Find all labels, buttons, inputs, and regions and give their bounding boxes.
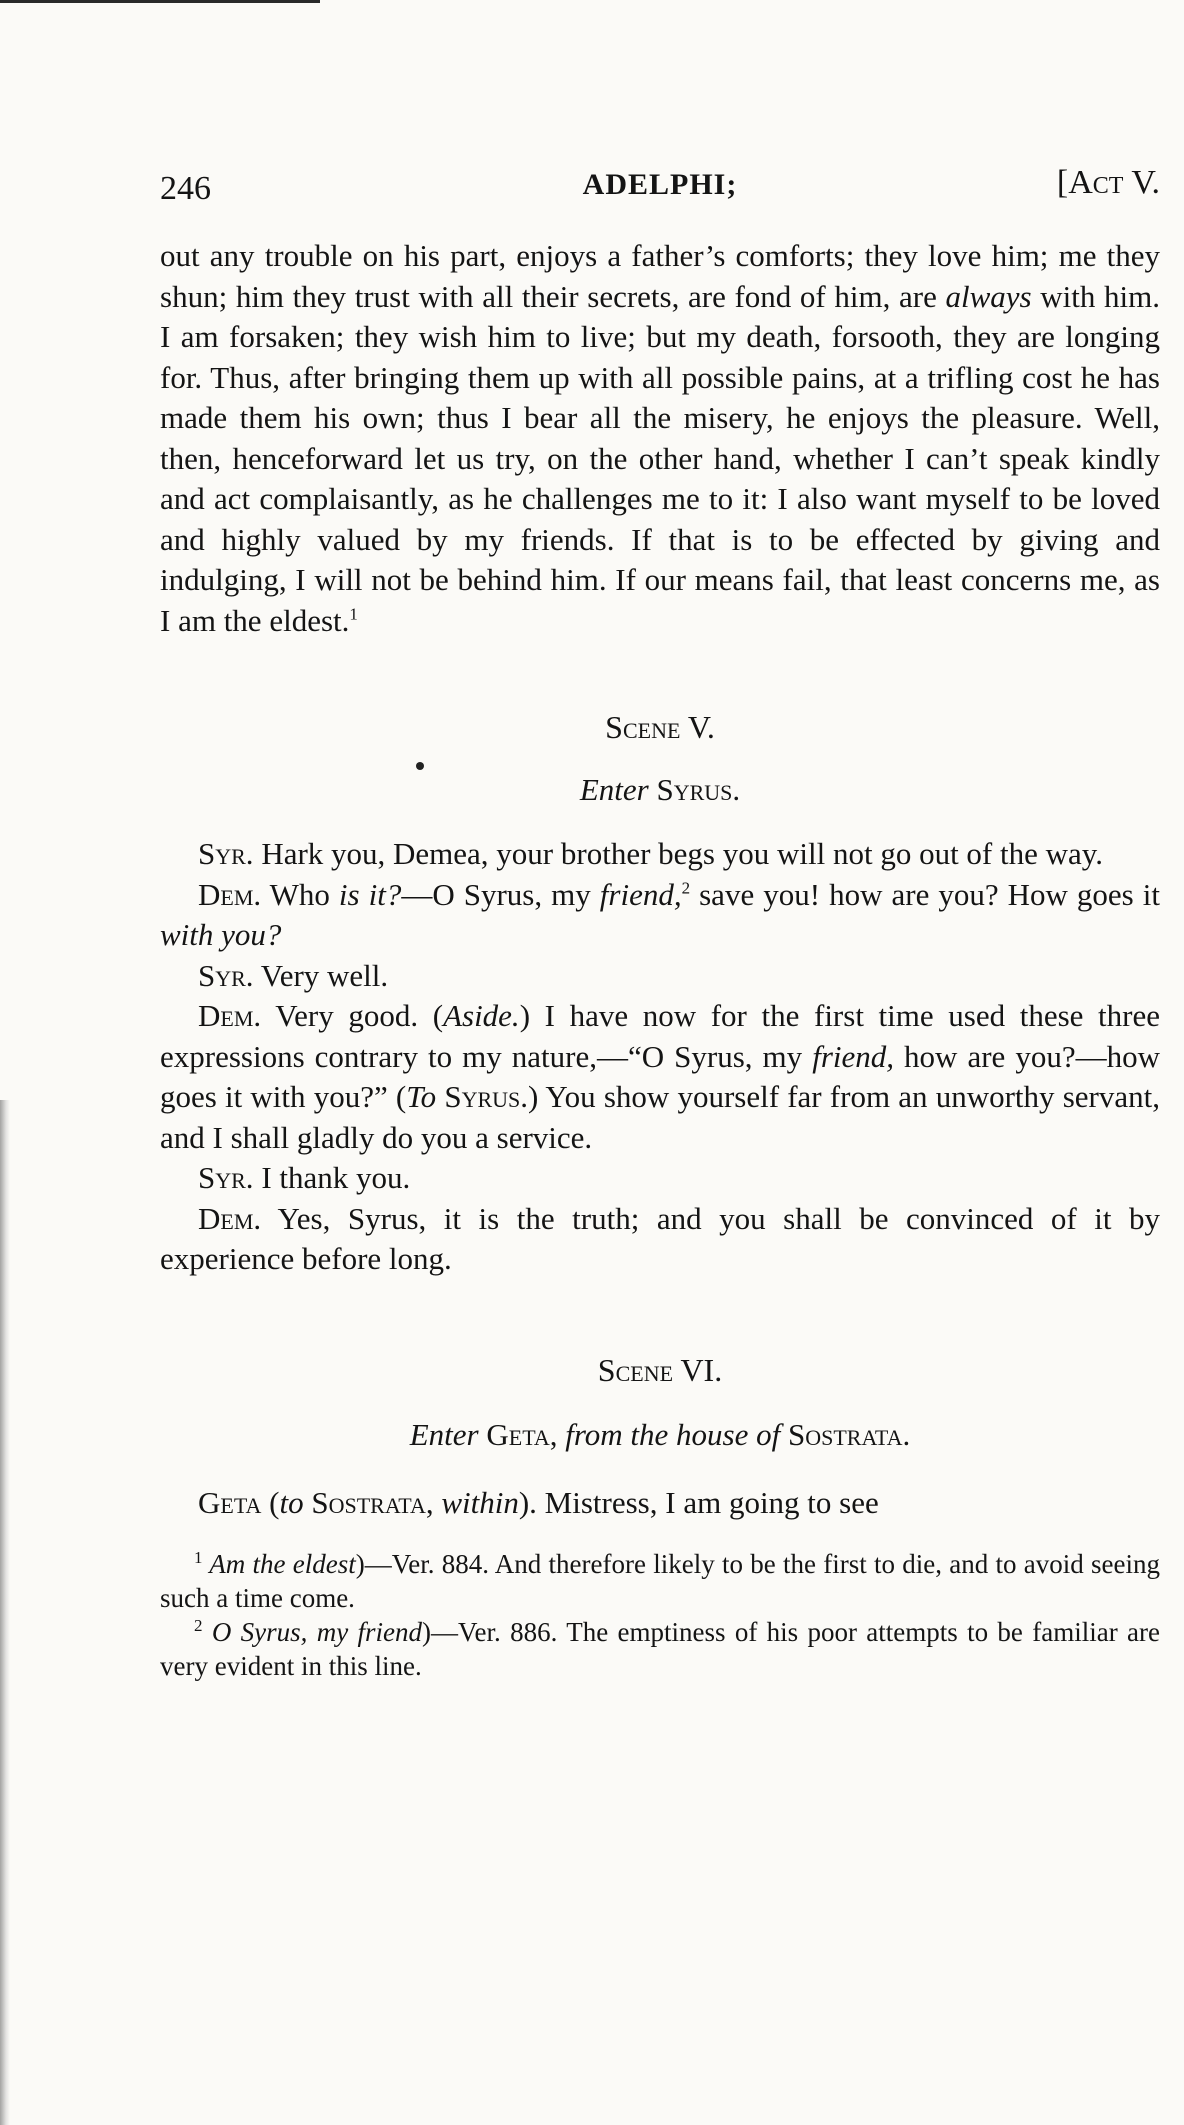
speaker: Dem. <box>198 1200 262 1236</box>
speaker: Syr. <box>198 957 254 993</box>
page-number: 246 <box>160 170 211 207</box>
speech-syrus-1: Syr. Hark you, Demea, your brother begs you will not go out of the way. <box>198 836 1104 871</box>
footnote-2: $^2$ O Syrus, my friend)—Ver. 886. The emptiness of his poor attempts to be familiar are very evident in this line. <box>160 1616 1160 1681</box>
scene-six-entrance: Enter Geta, from the house of Sostrata. <box>409 1416 911 1452</box>
speech-demea-3: Dem. Yes, Syrus, it is the truth; and you shall be convinced of it by experience before long. <box>160 1200 1160 1276</box>
scene-six-heading: Scene VI. <box>597 1351 723 1388</box>
speaker: Syr. <box>198 836 254 871</box>
speech-demea-1: Dem. Who is it?—O Syrus, my friend,$^2$ save you! how are you? How goes it with you? <box>160 876 1160 952</box>
footnote-ref-1: 1 <box>349 604 358 624</box>
running-title: ADELPHI; <box>582 168 738 201</box>
intro-paragraph: out any trouble on his part, enjoys a father’s comforts; they love him; me they shun; him they trust with all their secrets, are fond of him, are always with him. I am forsaken; they wish him to live; but my death, forsooth, they are longing for. Thus, after bringing them up with all possible pains, at a trifling cost he has made them his own; thus I bear all the misery, he enjoys the pleasure. Well, then, henceforward let us try, on the other hand, whether I can’t speak kindly and act complaisantly, as he challenges me to it: I also want myself to be loved and highly valued by my friends. If that is to be effected by giving and indulging, I will not be behind him. If our means fail, that least concerns me, as I am the eldest.$^1$ <box>160 238 1160 638</box>
speaker: Geta <box>198 1484 262 1520</box>
book-page <box>160 160 1160 1683</box>
speaker: Syr. <box>198 1160 254 1195</box>
act-label: [Act V. <box>1056 164 1160 201</box>
footnotes <box>160 1547 1160 1683</box>
speech-syrus-2: Syr. Very well. <box>198 957 389 993</box>
scene-five-entrance: Enter Syrus. <box>579 772 741 807</box>
speech-demea-2: Dem. Very good. (Aside.) I have now for the first time used these three expressions contrary to my nature,—“O Syrus, my friend, how are you?—how goes it with you?” (To Syrus.) You show yourself far from an unworthy servant, and I shall gladly do you a service. <box>160 998 1161 1155</box>
speech-geta-1: Geta (to Sostrata, within). Mistress, I am going to see <box>198 1484 879 1520</box>
speaker: Dem. <box>198 876 262 912</box>
scene-five-heading: Scene V. <box>605 709 715 745</box>
footnote-1: $^1$ Am the eldest)—Ver. 884. And therefore likely to be the first to die, and to avoid seeing such a time come. <box>160 1548 1160 1613</box>
top-rule <box>0 0 320 3</box>
binding-shadow <box>0 1100 10 2125</box>
running-head <box>160 160 1160 216</box>
footnote-ref-2: 2 <box>681 878 691 898</box>
speaker: Dem. <box>198 998 262 1033</box>
speech-syrus-3: Syr. I thank you. <box>198 1160 411 1195</box>
